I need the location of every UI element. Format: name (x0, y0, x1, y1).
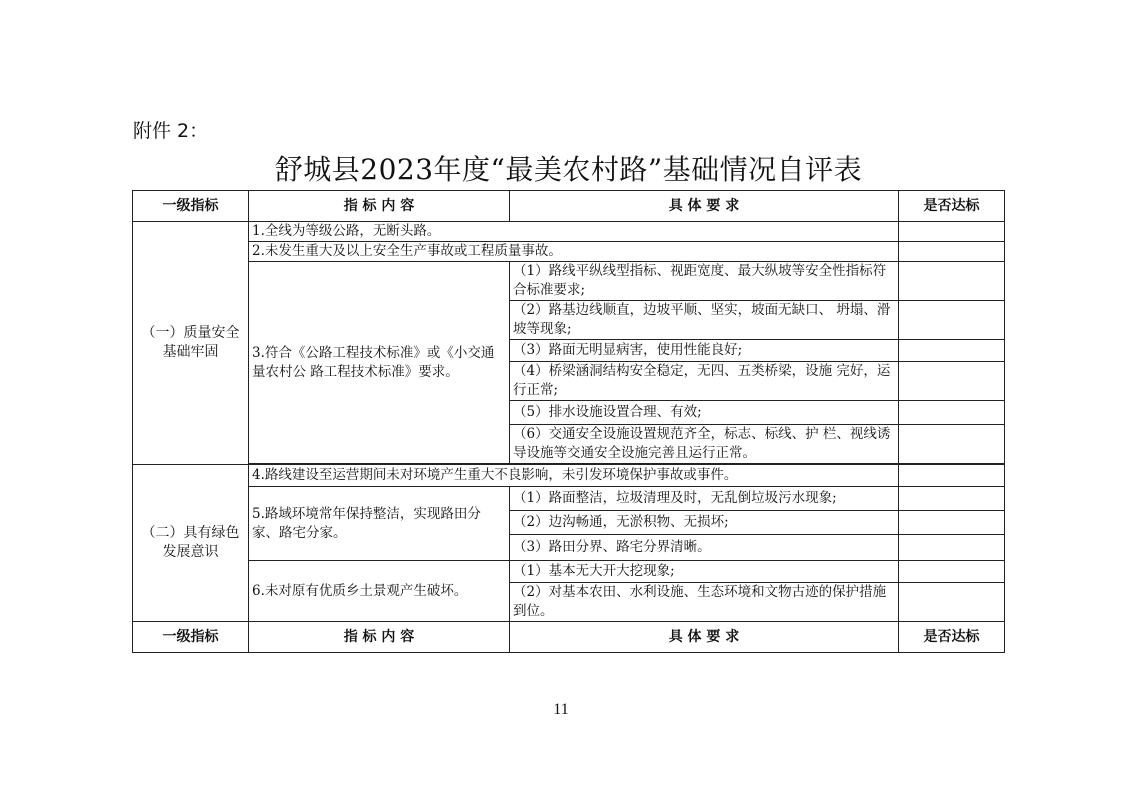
requirement-text: （3）路面无明显病害，使用性能良好; (510, 340, 899, 362)
header-status: 是否达标 (899, 622, 1005, 653)
requirement-text: （1）路线平纵线型指标、视距宽度、最大纵坡等安全性指标符合标准要求; (510, 262, 899, 301)
status-cell[interactable] (899, 401, 1005, 425)
requirement-text: （5）排水设施设置合理、有效; (510, 401, 899, 425)
self-evaluation-table (132, 190, 1005, 653)
requirement-text: （2）路基边线顺直，边坡平顺、坚实，坡面无缺口、 坍塌、滑坡等现象; (510, 301, 899, 340)
page-number: 11 (553, 701, 569, 718)
requirement-text: （1）基本无大开大挖现象; (510, 561, 899, 583)
requirement-text: （4）桥梁涵洞结构安全稳定，无四、五类桥梁，设施 完好，运行正常; (510, 362, 899, 401)
table-row (133, 465, 1005, 487)
status-cell[interactable] (899, 425, 1005, 464)
table-header-row (133, 191, 1005, 222)
requirement-text: （1）路面整洁，垃圾清理及时，无乱倒垃圾污水现象; (510, 487, 899, 511)
status-cell[interactable] (899, 561, 1005, 583)
item3-text: 3.符合《公路工程技术标准》或《小交通量农村公 路工程技术标准》要求。 (249, 262, 510, 464)
status-cell[interactable] (899, 362, 1005, 401)
table-row (133, 222, 1005, 242)
attachment-label: 附件 2： (133, 120, 209, 142)
header-status: 是否达标 (899, 191, 1005, 222)
requirement-text: （3）路田分界、路宅分界清晰。 (510, 535, 899, 561)
header-content: 指 标 内 容 (249, 191, 510, 222)
table-row (133, 561, 1005, 583)
item4-text: 4.路线建设至运营期间未对环境产生重大不良影响，未引发环境保护事故或事件。 (249, 465, 899, 487)
status-cell[interactable] (899, 465, 1005, 487)
section2-label: （二）具有绿色发展意识 (133, 465, 249, 622)
status-cell[interactable] (899, 242, 1005, 262)
header-content: 指 标 内 容 (249, 622, 510, 653)
section1-label: （一）质量安全基础牢固 (133, 222, 249, 465)
header-requirement: 具 体 要 求 (510, 622, 899, 653)
table-footer-header-row (133, 622, 1005, 653)
page-title: 舒城县2023年度“最美农村路”基础情况自评表 (274, 153, 863, 186)
status-cell[interactable] (899, 535, 1005, 561)
table-row (133, 242, 1005, 262)
status-cell[interactable] (899, 340, 1005, 362)
status-cell[interactable] (899, 301, 1005, 340)
table-row (133, 262, 1005, 301)
requirement-text: （2）对基本农田、水利设施、生态环境和文物古迹的保护措施到位。 (510, 583, 899, 622)
item5-text: 5.路域环境常年保持整洁，实现路田分家、路宅分家。 (249, 487, 510, 561)
status-cell[interactable] (899, 487, 1005, 511)
header-requirement: 具 体 要 求 (510, 191, 899, 222)
status-cell[interactable] (899, 583, 1005, 622)
header-level1: 一级指标 (133, 191, 249, 222)
status-cell[interactable] (899, 511, 1005, 535)
status-cell[interactable] (899, 222, 1005, 242)
requirement-text: （2）边沟畅通，无淤积物、无损坏; (510, 511, 899, 535)
header-level1: 一级指标 (133, 622, 249, 653)
requirement-text: （6）交通安全设施设置规范齐全，标志、标线、护 栏、视线诱导设施等交通安全设施完善且运行正常。 (510, 425, 899, 464)
item1-text: 1.全线为等级公路，无断头路。 (249, 222, 899, 242)
status-cell[interactable] (899, 262, 1005, 301)
item6-text: 6.未对原有优质乡土景观产生破坏。 (249, 561, 510, 622)
table-row (133, 487, 1005, 511)
item2-text: 2.未发生重大及以上安全生产事故或工程质量事故。 (249, 242, 899, 262)
